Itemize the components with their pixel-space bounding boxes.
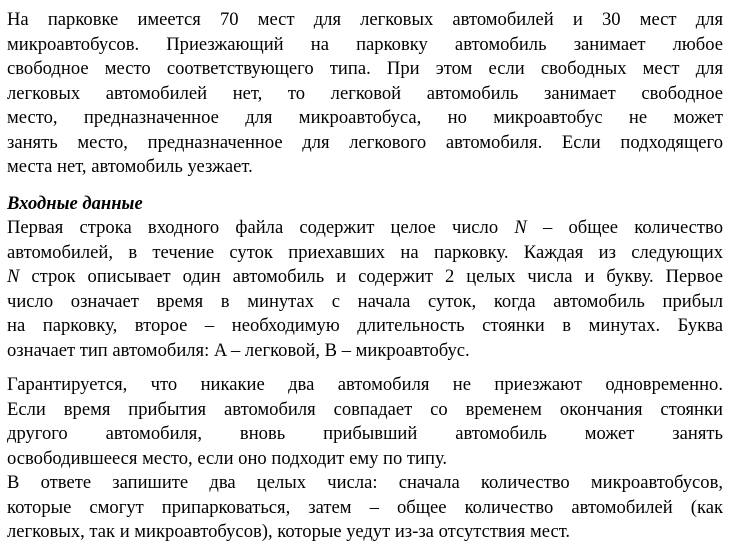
- guarantee-line: освободившееся место, если оно подходит ему по типу.: [7, 447, 448, 469]
- input-paragraph: [7, 216, 723, 363]
- intro-line: места нет, автомобиль уезжает.: [7, 156, 253, 177]
- intro-line: легковых автомобилей нет, то легковой автомобиль занимает свободное: [7, 82, 723, 104]
- input-line: [7, 265, 723, 290]
- problem-statement: [7, 8, 723, 545]
- input-line: [7, 216, 723, 241]
- input-line: на парковку, второе – необходимую длительность стоянки в минутах. Буква: [7, 315, 723, 336]
- guarantee-line: другого автомобиля, вновь прибывший автомобиль может занять: [7, 423, 723, 444]
- intro-paragraph: [7, 8, 723, 180]
- guarantee-paragraph: [7, 373, 723, 471]
- answer-paragraph: [7, 471, 723, 545]
- answer-line: легковых, так и микроавтобусов), которые уедут из-за отсутствия мест.: [7, 521, 571, 542]
- answer-line: которые смогут припарковаться, затем – общее количество автомобилей (как: [7, 496, 723, 518]
- guarantee-line: Если время прибытия автомобиля совпадает со временем окончания стоянки: [7, 398, 723, 420]
- intro-line: На парковке имеется 70 мест для легковых автомобилей и 30 мест для: [7, 9, 723, 30]
- input-heading: Входные данные: [7, 192, 143, 214]
- input-line: число означает время в минутах с начала суток, когда автомобиль прибыл: [7, 290, 723, 312]
- intro-line: свободное место соответствующего типа. При этом если свободных мест для: [7, 58, 723, 79]
- intro-line: место, предназначенное для микроавтобуса, но микроавтобус не может: [7, 107, 723, 128]
- input-line: автомобилей, в течение суток приехавших на парковку. Каждая из следующих: [7, 241, 723, 263]
- variable-n: N: [514, 217, 527, 238]
- input-line: означает тип автомобиля: A – легковой, B – микроавтобус.: [7, 339, 470, 361]
- guarantee-line: Гарантируется, что никакие два автомобиля не приезжают одновременно.: [7, 374, 723, 395]
- intro-line: занять место, предназначенное для легкового автомобиля. Если подходящего: [7, 131, 723, 153]
- input-line-text: Первая строка входного файла содержит целое число: [7, 217, 499, 238]
- input-line-text: – общее количество: [542, 217, 723, 238]
- input-line-text: строк описывает один автомобиль и содержит 2 целых числа и букву. Первое: [31, 266, 723, 287]
- variable-n: N: [7, 266, 20, 287]
- answer-line: В ответе запишите два целых числа: сначала количество микроавтобусов,: [7, 472, 723, 493]
- intro-line: микроавтобусов. Приезжающий на парковку автомобиль занимает любое: [7, 33, 723, 55]
